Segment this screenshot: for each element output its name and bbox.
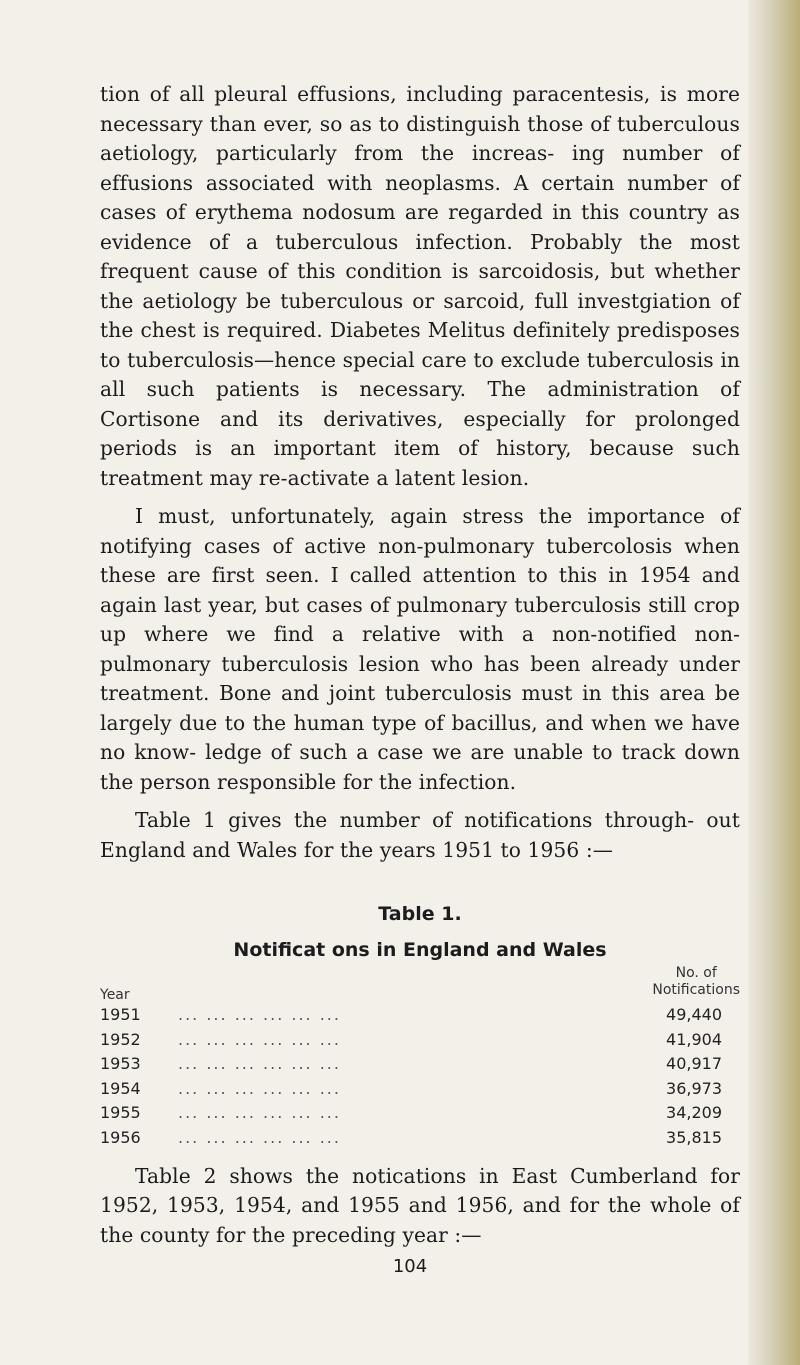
column-header-notifications [652, 965, 740, 999]
row-value: 41,904 [666, 1029, 722, 1049]
table-header [100, 965, 740, 1003]
row-year: 1956 [100, 1127, 141, 1147]
column-header-notifications-line1: No. of [675, 965, 717, 981]
paragraph-1: tion of all pleural effusions, including paracentesis, is more necessary than ever, so as to distinguish those of tuberculous aetiology, particularly from the increas- ing number of effusions associated with neoplasms. A certain number of cases of erythema nodosum are regarded in this country as evidence of a tuberculous infection. Probably the most frequent cause of this condition is sarcoidosis, but whether the aetiology be tuberculous or sarcoid, full investgiation of the chest is required. Diabetes Melitus definitely predisposes to tuberculosis—hence special care to exclude tuberculosis in all such patients is necessary. The administration of Cortisone and its derivatives, especially for prolonged periods is an important item of history, because such treatment may re-activate a latent lesion. [100, 82, 740, 490]
table-row [100, 1079, 740, 1104]
row-year: 1951 [100, 1005, 141, 1024]
row-value: 49,440 [666, 1005, 722, 1024]
paragraph-2: I must, unfortunately, again stress the importance of notifying cases of active non-pulmonary tubercolosis when these are first seen. I called attention to this in 1954 and again last year, but cases of pulmonary tuberculosis still crop up where we find a relative with a non-notified non-pulmonary tuberculosis lesion who has been already under treatment. Bone and joint tuberculosis must in this area be largely due to the human type of bacillus, and when we have no know- ledge of such a case we are unable to track down the person responsible for the infection. [100, 504, 740, 794]
row-year: 1954 [100, 1078, 141, 1098]
table-subtitle: Notificat ons in England and Wales [233, 939, 607, 961]
column-header-notifications-line2: Notifications [652, 982, 740, 998]
table-body [100, 1005, 740, 1153]
table-row [100, 1128, 740, 1153]
row-value: 40,917 [666, 1054, 722, 1074]
table-row [100, 1054, 740, 1079]
table-row [100, 1005, 740, 1030]
row-value: 34,209 [666, 1103, 722, 1123]
row-year: 1952 [100, 1029, 141, 1049]
row-leader-dots: ... ... ... ... ... ... [178, 1127, 341, 1147]
document-page [100, 80, 740, 1277]
page-number: 104 [392, 1256, 428, 1278]
row-year: 1953 [100, 1054, 141, 1074]
table-row [100, 1103, 740, 1128]
column-header-year: Year [100, 987, 130, 1003]
paragraph-3: Table 1 gives the number of notifications through- out England and Wales for the years 1951 to 1956 :— [100, 808, 740, 862]
paragraph-after-table: Table 2 shows the notications in East Cumberland for 1952, 1953, 1954, and 1955 and 1956, and for the whole of the county for the preceding year :— [100, 1163, 740, 1247]
row-leader-dots: ... ... ... ... ... ... [178, 1078, 341, 1098]
row-leader-dots: ... ... ... ... ... ... [178, 1029, 341, 1049]
row-value: 36,973 [666, 1078, 722, 1098]
row-year: 1955 [100, 1103, 141, 1123]
page-edge-shadow [748, 0, 800, 1365]
table-title: Table 1. [378, 903, 462, 925]
row-value: 35,815 [666, 1127, 722, 1147]
row-leader-dots: ... ... ... ... ... ... [178, 1103, 341, 1123]
row-leader-dots: ... ... ... ... ... ... [178, 1054, 341, 1074]
table-row [100, 1030, 740, 1055]
row-leader-dots: ... ... ... ... ... ... [178, 1005, 341, 1024]
